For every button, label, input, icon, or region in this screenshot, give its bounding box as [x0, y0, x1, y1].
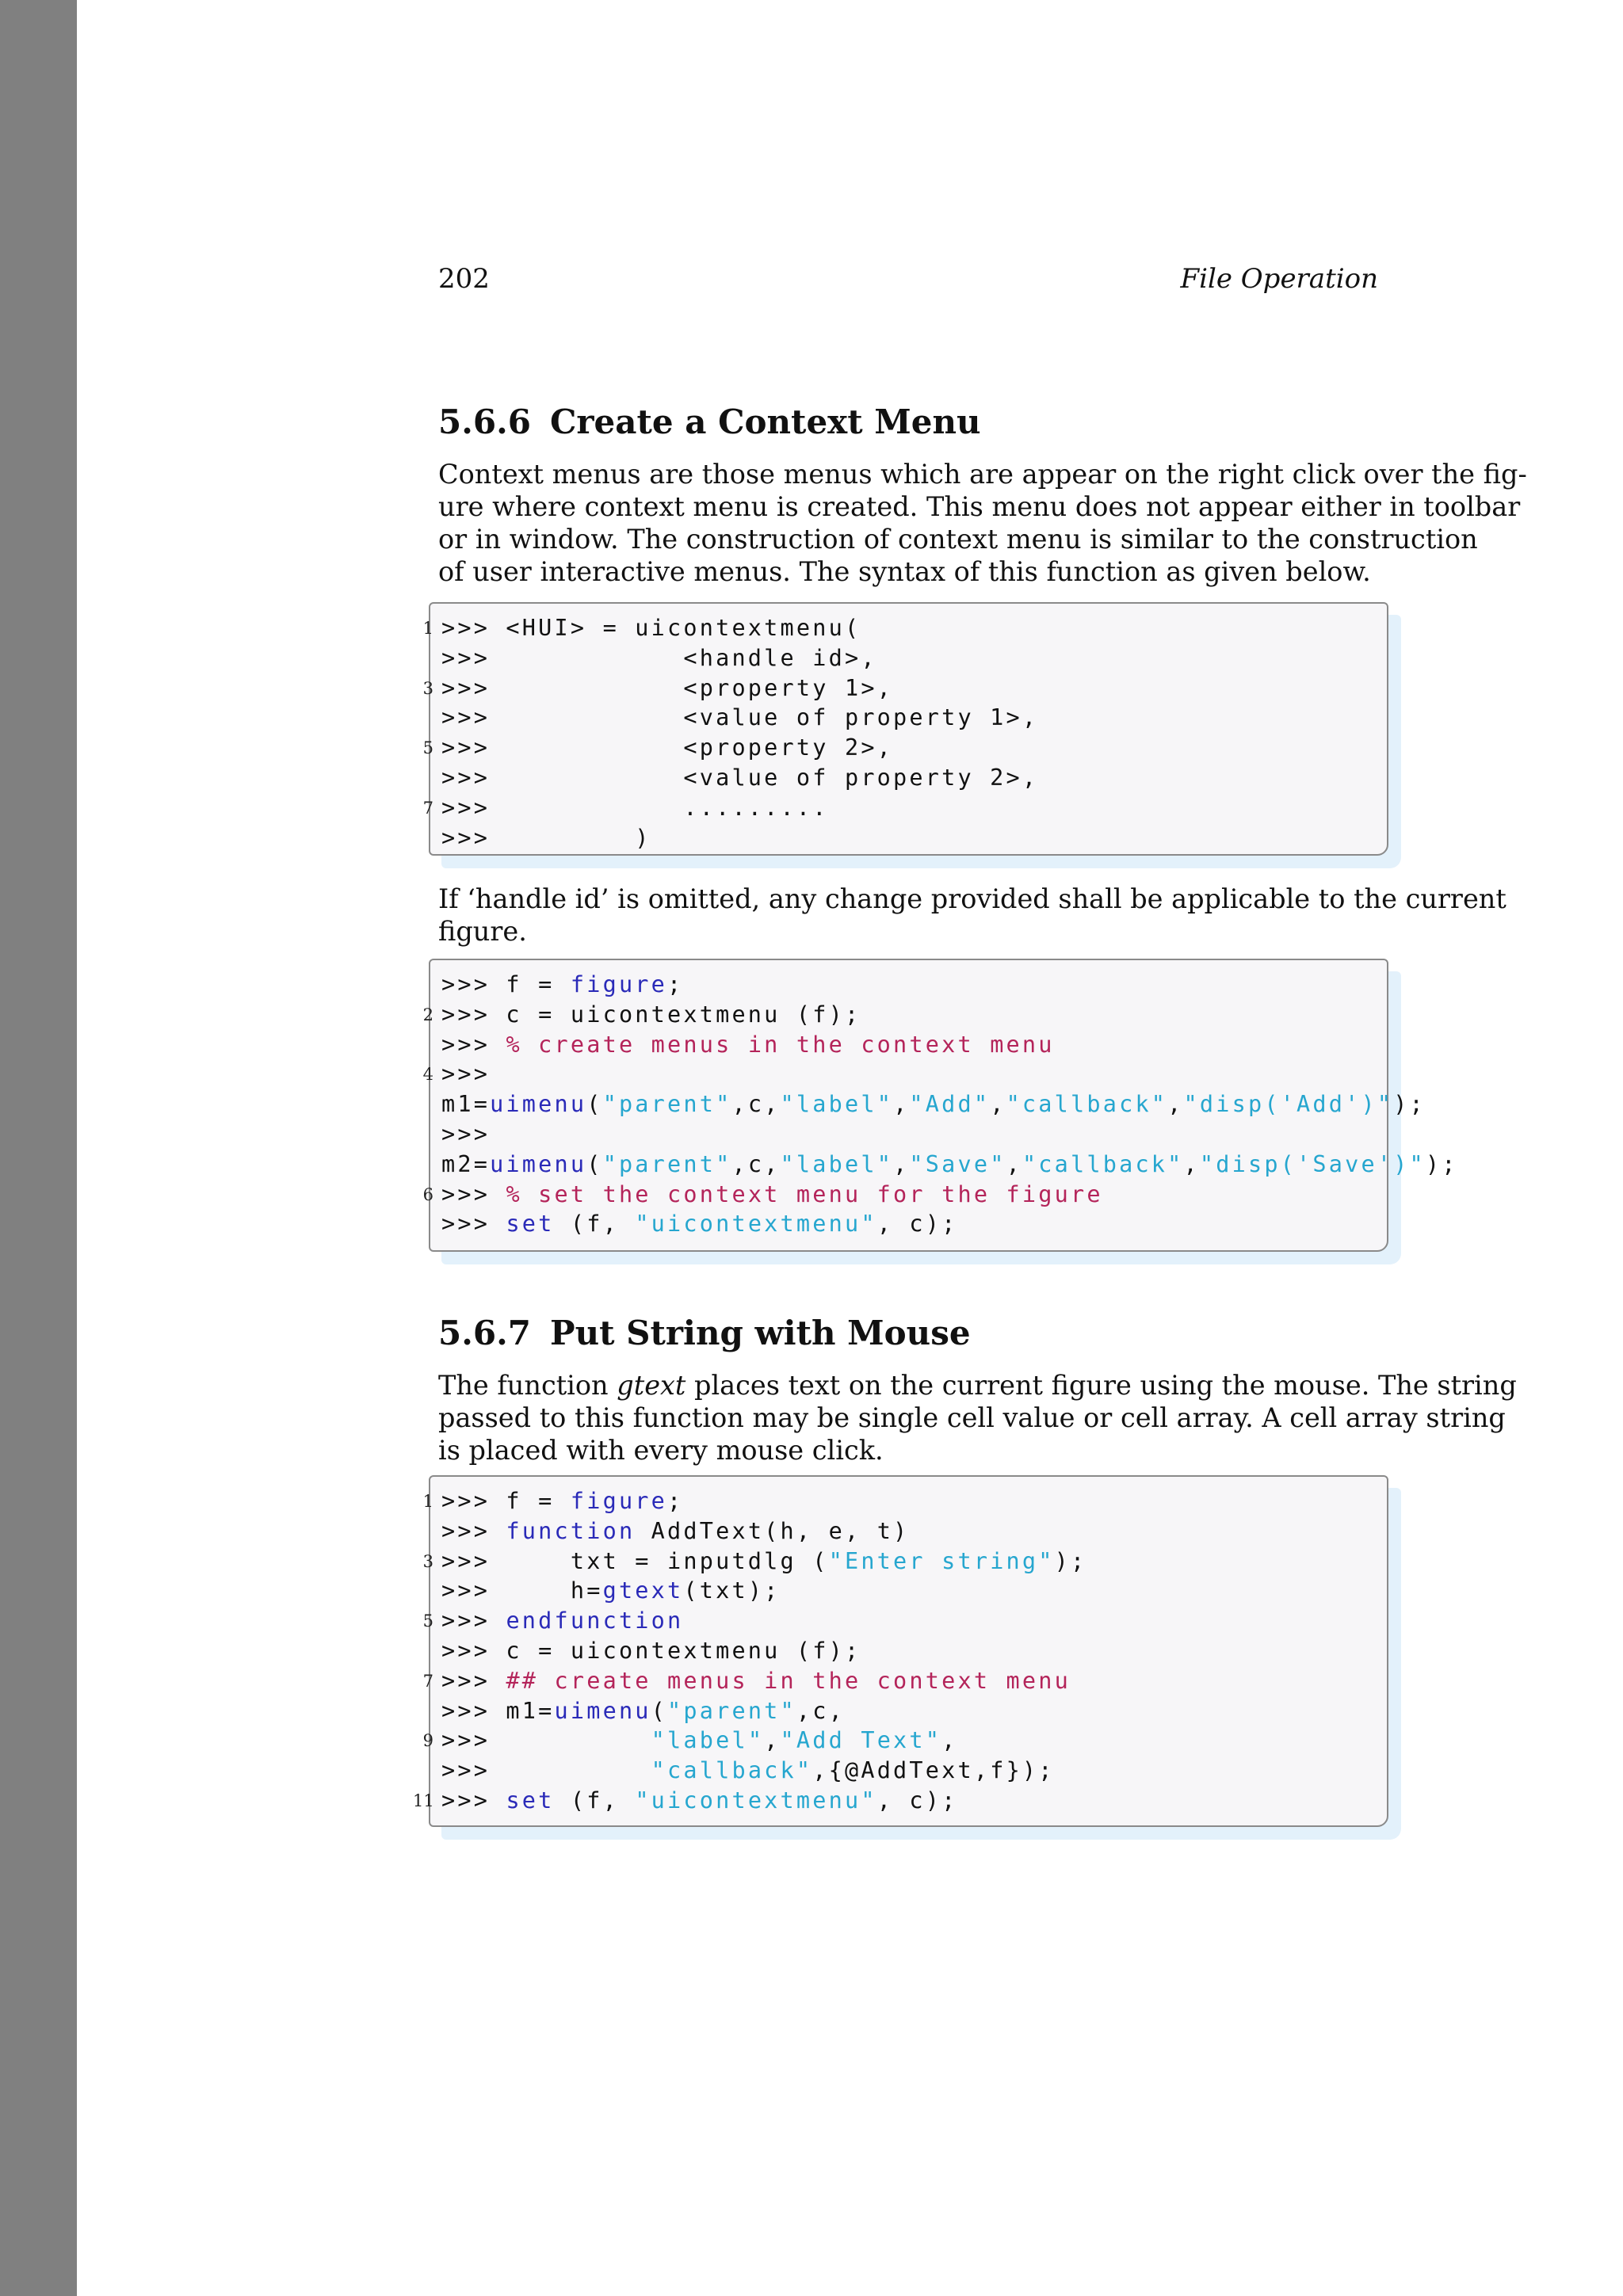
code-line: [422, 1059, 491, 1089]
code-text: >>> txt = inputdlg (: [441, 1547, 829, 1574]
section-title: Put String with Mouse: [550, 1314, 971, 1352]
code-string: "parent": [667, 1697, 796, 1724]
code-text: >>>: [441, 1727, 651, 1754]
code-line: [441, 1696, 845, 1726]
code-keyword: function: [506, 1517, 636, 1544]
code-line: [422, 793, 829, 823]
line-number: 1: [422, 1492, 433, 1511]
code-text: >>> m1=: [441, 1697, 555, 1724]
code-text: >>>: [441, 1061, 491, 1088]
code-text: (: [651, 1697, 668, 1724]
code-text: m2=: [441, 1150, 491, 1177]
line-number: 3: [422, 678, 433, 698]
code-text: >>>: [441, 1121, 491, 1147]
function-name: gtext: [617, 1370, 686, 1401]
code-text: );: [1393, 1091, 1426, 1118]
code-text: >>>: [441, 1180, 506, 1207]
code-string: "label": [651, 1727, 765, 1754]
line-number: 6: [422, 1184, 433, 1204]
code-string: "callback": [1006, 1091, 1168, 1118]
code-comment: % set the context menu for the figure: [506, 1180, 1103, 1207]
code-string: "Save": [909, 1150, 1006, 1177]
code-text: ;: [667, 971, 684, 997]
paragraph-line: of user interactive menus. The syntax of this function as given below.: [438, 556, 1371, 587]
code-string: "uicontextmenu": [635, 1211, 877, 1238]
code-text: ,: [990, 1091, 1006, 1118]
code-string: "uicontextmenu": [635, 1787, 877, 1814]
code-text: ;: [667, 1488, 684, 1514]
section-heading-5-6-6: [438, 402, 981, 441]
code-string: "disp('Add')": [1183, 1091, 1394, 1118]
code-text: >>> .........: [441, 794, 829, 821]
section-number: 5.6.6: [438, 402, 531, 441]
code-keyword: uimenu: [554, 1697, 651, 1724]
code-string: "callback": [1022, 1150, 1184, 1177]
code-line: [441, 1209, 958, 1239]
section-title: Create a Context Menu: [550, 402, 981, 441]
paragraph-line: [438, 1402, 1506, 1434]
line-number: 5: [422, 1611, 433, 1631]
code-line: [441, 1636, 861, 1666]
code-line: [441, 1089, 1426, 1119]
paragraph-line: Context menus are those menus which are appear on the right click over the fig-: [438, 459, 1527, 490]
code-line: [441, 1119, 490, 1150]
paragraph-text: is placed with every mouse click.: [438, 1435, 884, 1466]
code-text: ,: [1167, 1091, 1184, 1118]
code-text: >>>: [441, 1608, 506, 1634]
paragraph-text: passed to this function may be single cell value or cell array. A cell array string: [438, 1402, 1506, 1433]
code-text: >>> <value of property 1>,: [441, 704, 1039, 731]
code-line: [441, 970, 683, 1000]
code-line: [441, 643, 877, 673]
paragraph-line: [438, 1369, 1517, 1402]
code-text: ,: [893, 1091, 910, 1118]
paragraph-handle-id: [438, 883, 1507, 948]
code-text: >>>: [441, 1211, 506, 1238]
code-string: "disp('Save')": [1199, 1150, 1426, 1177]
line-number: 3: [422, 1551, 433, 1571]
code-text: >>> h=: [441, 1577, 603, 1604]
code-text: , c);: [876, 1211, 958, 1238]
line-number: 9: [422, 1731, 433, 1751]
code-keyword: uimenu: [490, 1091, 587, 1118]
code-keyword: gtext: [602, 1577, 684, 1604]
code-text: >>> <HUI> = uicontextmenu(: [441, 615, 861, 641]
paragraph-text: places text on the current figure using the mouse. The string: [685, 1370, 1517, 1401]
code-string: "Add Text": [780, 1727, 942, 1754]
section-number: 5.6.7: [438, 1314, 531, 1352]
code-line: [422, 1547, 1087, 1577]
code-keyword: figure: [570, 1488, 668, 1514]
code-text: );: [1425, 1150, 1458, 1177]
code-text: ,: [764, 1727, 781, 1754]
code-text: );: [1054, 1547, 1087, 1574]
line-number: 1: [422, 619, 433, 638]
code-text: >>> c = uicontextmenu (f);: [441, 1638, 861, 1664]
code-text: >>>: [441, 1031, 506, 1058]
code-line: [422, 1606, 684, 1636]
code-listing-gtext-example: [413, 1475, 1388, 1827]
paragraph-gtext: [438, 1369, 1517, 1466]
code-line: [422, 613, 861, 643]
code-text: >>> <property 1>,: [441, 674, 894, 701]
code-text: ,{@AddText,f});: [812, 1757, 1055, 1784]
code-line: [422, 1666, 1071, 1696]
code-text: (: [586, 1150, 603, 1177]
code-text: ,c,: [796, 1697, 845, 1724]
code-line: [441, 1030, 1055, 1060]
code-text: AddText(h, e, t): [635, 1517, 910, 1544]
code-line: [441, 1516, 909, 1547]
code-text: >>>: [441, 1517, 506, 1544]
running-title: File Operation: [1180, 263, 1378, 295]
page-number: 202: [438, 263, 490, 295]
code-string: "parent": [602, 1150, 732, 1177]
code-string: "label": [780, 1150, 894, 1177]
page-gutter: [0, 0, 77, 2296]
code-text: >>>: [441, 1787, 506, 1814]
code-text: (: [586, 1091, 603, 1118]
paragraph-context-menus: [438, 458, 1527, 588]
code-text: >>> f =: [441, 1488, 571, 1514]
paragraph-line: or in window. The construction of context menu is similar to the construction: [438, 524, 1478, 555]
code-line: [422, 1180, 1103, 1210]
code-text: >>> ): [441, 824, 651, 851]
code-text: ,: [1183, 1150, 1200, 1177]
code-string: "parent": [602, 1091, 732, 1118]
code-text: >>> <value of property 2>,: [441, 765, 1039, 791]
line-number: 11: [413, 1791, 434, 1810]
code-text: (f,: [554, 1787, 636, 1814]
code-text: >>>: [441, 1667, 506, 1694]
code-text: (txt);: [683, 1577, 781, 1604]
line-number: 7: [422, 1671, 433, 1691]
paragraph-text: The function: [438, 1370, 617, 1401]
code-text: (f,: [554, 1211, 636, 1238]
code-line: [422, 673, 894, 704]
code-string: "callback": [651, 1757, 813, 1784]
code-text: ,: [893, 1150, 910, 1177]
code-line: [441, 763, 1038, 793]
code-text: ,c,: [731, 1150, 781, 1177]
section-heading-5-6-7: [438, 1314, 971, 1352]
code-comment: ## create menus in the context menu: [506, 1667, 1071, 1694]
code-line: [422, 1726, 958, 1756]
code-keyword: figure: [570, 971, 668, 997]
code-keyword: set: [506, 1787, 555, 1814]
code-listing-syntax: [422, 602, 1388, 856]
code-text: >>>: [441, 1757, 651, 1784]
code-line: [441, 1756, 1055, 1786]
code-text: >>> c = uicontextmenu (f);: [441, 1001, 861, 1028]
paragraph-line: figure.: [438, 916, 527, 947]
paragraph-line: ure where context menu is created. This menu does not appear either in toolbar: [438, 491, 1521, 522]
code-string: "Add": [909, 1091, 991, 1118]
code-line: [422, 1000, 861, 1030]
code-comment: % create menus in the context menu: [506, 1031, 1055, 1058]
code-line: [441, 1576, 781, 1606]
code-keyword: set: [506, 1211, 555, 1238]
line-number: 4: [422, 1065, 433, 1085]
code-text: >>> f =: [441, 971, 571, 997]
code-text: >>> <handle id>,: [441, 644, 877, 671]
paragraph-line: If ‘handle id’ is omitted, any change provided shall be applicable to the current: [438, 883, 1507, 914]
code-keyword: uimenu: [490, 1150, 587, 1177]
code-string: "label": [780, 1091, 894, 1118]
code-line: [422, 733, 894, 763]
code-text: ,: [941, 1727, 958, 1754]
code-text: m1=: [441, 1091, 491, 1118]
code-line: [441, 1150, 1458, 1180]
code-line: [441, 703, 1038, 733]
code-line: [422, 1486, 684, 1516]
code-text: , c);: [876, 1787, 958, 1814]
code-listing-context-menu-example: [422, 959, 1458, 1252]
line-number: 7: [422, 798, 433, 818]
code-keyword: endfunction: [506, 1608, 684, 1634]
paragraph-line: [438, 1434, 1378, 1466]
code-text: ,c,: [731, 1091, 781, 1118]
code-line: [441, 823, 651, 853]
code-text: ,: [1006, 1150, 1022, 1177]
line-number: 5: [422, 738, 433, 758]
line-number: 2: [422, 1005, 433, 1024]
code-string: "Enter string": [828, 1547, 1055, 1574]
code-text: >>> <property 2>,: [441, 734, 894, 761]
code-line: [413, 1786, 958, 1816]
